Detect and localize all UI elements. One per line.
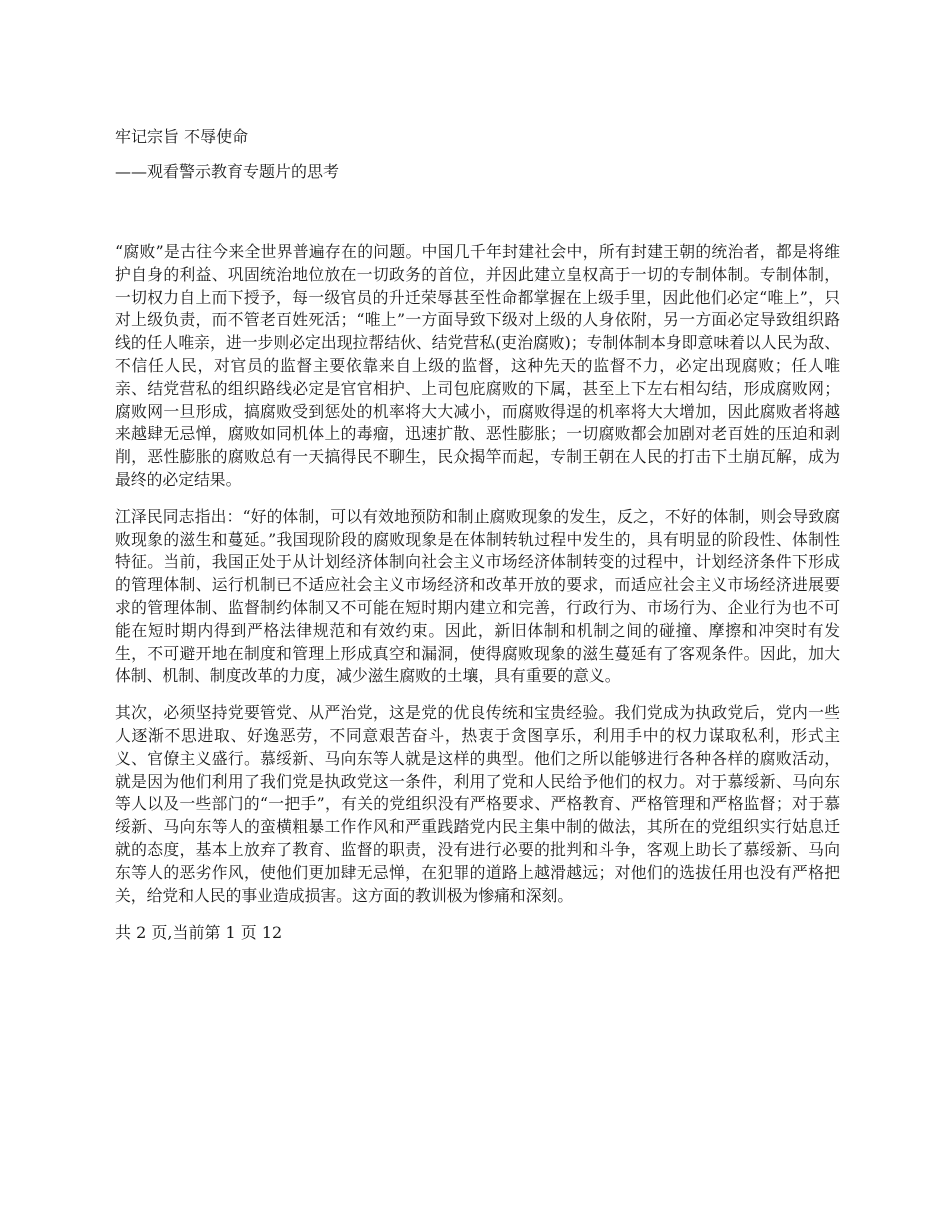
document-body: [115, 241, 840, 907]
paragraph: 江泽民同志指出：“好的体制，可以有效地预防和制止腐败现象的发生，反之，不好的体制，则会导致腐败现象的滋生和蔓延。”我国现阶段的腐败现象是在体制转轨过程中发生的，具有明显的阶段性、体制性特征。当前，我国正处于从计划经济体制向社会主义市场经济体制转变的过程中，计划经济条件下形成的管理体制、运行机制已不适应社会主义市场经济和改革开放的要求，而适应社会主义市场经济进展要求的管理体制、监督制约体制又不可能在短时期内建立和完善，行政行为、市场行为、企业行为也不可能在短时期内得到严格法律规范和有效约束。因此，新旧体制和机制之间的碰撞、摩擦和冲突时有发生，不可避开地在制度和管理上形成真空和漏洞，使得腐败现象的滋生蔓延有了客观条件。因此，加大体制、机制、制度改革的力度，减少滋生腐败的土壤，具有重要的意义。: [115, 506, 840, 686]
document-page: [115, 125, 840, 945]
pagination-text: 共 2 页,当前第 1 页 12: [115, 923, 283, 943]
document-subtitle: ——观看警示教育专题片的思考: [115, 162, 340, 181]
document-title: 牢记宗旨 不辱使命: [115, 127, 249, 146]
paragraph: “腐败”是古往今来全世界普遍存在的问题。中国几千年封建社会中，所有封建王朝的统治者，都是将维护自身的利益、巩固统治地位放在一切政务的首位，并因此建立皇权高于一切的专制体制。专制体制，一切权力自上而下授予，每一级官员的升迁荣辱甚至性命都掌握在上级手里，因此他们必定“唯上”，只对上级负责，而不管老百姓死活；“唯上”一方面导致下级对上级的人身依附，另一方面必定导致组织路线的任人唯亲，进一步则必定出现拉帮结伙、结党营私(吏治腐败)；专制体制本身即意味着以人民为敌、不信任人民，对官员的监督主要依靠来自上级的监督，这种先天的监督不力，必定出现腐败；任人唯亲、结党营私的组织路线必定是官官相护、上司包庇腐败的下属，甚至上下左右相勾结，形成腐败网；腐败网一旦形成，搞腐败受到惩处的机率将大大减小，而腐败得逞的机率将大大增加，因此腐败者将越来越肆无忌惮，腐败如同机体上的毒瘤，迅速扩散、恶性膨胀；一切腐败都会加剧对老百姓的压迫和剥削，恶性膨胀的腐败总有一天搞得民不聊生，民众揭竿而起，专制王朝在人民的打击下土崩瓦解，成为最终的必定结果。: [115, 242, 840, 489]
paragraph: 其次，必须坚持党要管党、从严治党，这是党的优良传统和宝贵经验。我们党成为执政党后，党内一些人逐渐不思进取、好逸恶劳，不同意艰苦奋斗，热衷于贪图享乐，利用手中的权力谋取私利，形式主义、官僚主义盛行。慕绥新、马向东等人就是这样的典型。他们之所以能够进行各种各样的腐败活动，就是因为他们利用了我们党是执政党这一条件，利用了党和人民给予他们的权力。对于慕绥新、马向东等人以及一些部门的“一把手”，有关的党组织没有严格要求、严格教育、严格管理和严格监督；对于慕绥新、马向东等人的蛮横粗暴工作作风和严重践踏党内民主集中制的做法，其所在的党组织实行姑息迁就的态度，基本上放弃了教育、监督的职责，没有进行必要的批判和斗争，客观上助长了慕绥新、马向东等人的恶劣作风，使他们更加肆无忌惮，在犯罪的道路上越滑越远；对他们的选拔任用也没有严格把关，给党和人民的事业造成损害。这方面的教训极为惨痛和深刻。: [115, 703, 840, 905]
